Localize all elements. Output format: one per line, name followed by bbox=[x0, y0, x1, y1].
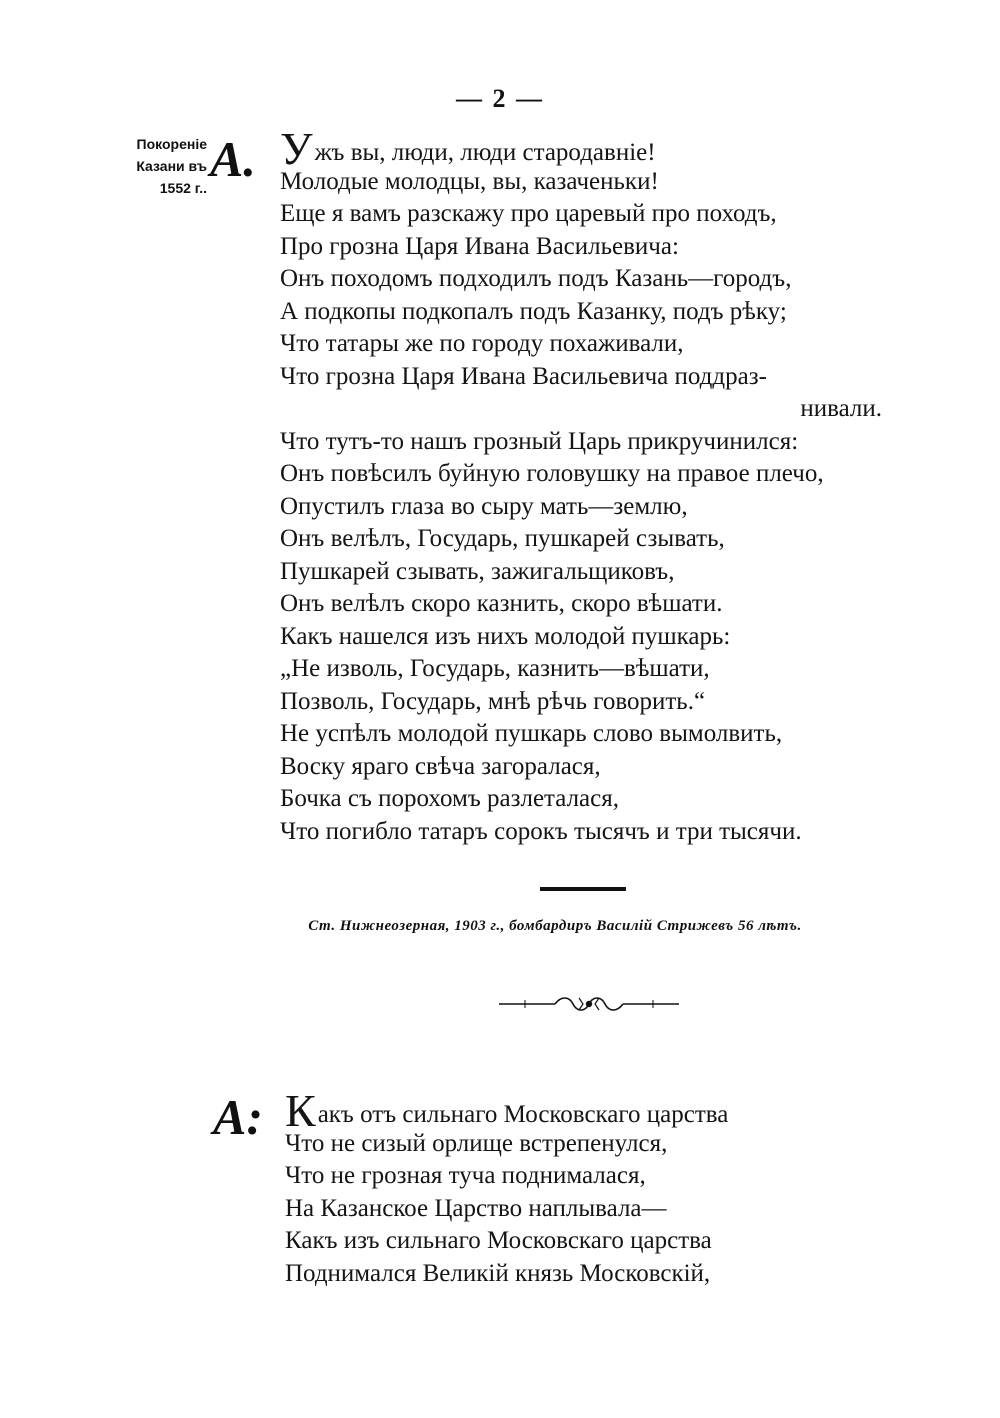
page-number: — 2 — bbox=[456, 84, 544, 113]
sidenote-line: Казани въ bbox=[136, 158, 207, 174]
sidenote-line: 1552 г.. bbox=[159, 180, 207, 196]
verse-line: Что не грозная туча поднималася, bbox=[285, 1162, 646, 1189]
verse-line: нивали. bbox=[800, 395, 882, 422]
verse-line: Онъ велѣлъ, Государь, пушкарей сзывать, bbox=[280, 525, 725, 552]
verse-line: Молодые молодцы, вы, казаченьки! bbox=[280, 167, 659, 195]
verse-line: Пушкарей сзывать, зажигальщиковъ, bbox=[280, 557, 675, 585]
verse-line: Опустилъ глаза во сыру мать—землю, bbox=[280, 492, 688, 520]
verse-line: Онъ походомъ подходилъ подъ Казань—городъ, bbox=[280, 265, 792, 292]
verse-line: Еще я вамъ разскажу про царевый про походъ, bbox=[280, 200, 777, 227]
voice-mark-first: А. bbox=[210, 131, 256, 187]
verse-first-line bbox=[285, 1085, 905, 1136]
drop-cap: К bbox=[285, 1085, 316, 1136]
verse-line: Какъ нашелся изъ нихъ молодой пушкарь: bbox=[280, 622, 731, 650]
verse-line: А подкопы подкопалъ подъ Казанку, подъ рѣку; bbox=[280, 297, 787, 325]
verse-line: Воску яраго свѣча загоралася, bbox=[280, 752, 601, 780]
drop-cap: У bbox=[280, 123, 313, 174]
verse-line: Поднимался Великiй князь Московскiй, bbox=[285, 1259, 711, 1287]
verse-line: Бочка съ порохомъ разлеталася, bbox=[280, 785, 620, 812]
marginal-note bbox=[95, 133, 207, 199]
verse-line: Позволь, Государь, мнѣ рѣчь говорить.“ bbox=[280, 687, 706, 715]
first-line-text: акъ отъ сильнаго Московскаго царства bbox=[317, 1101, 729, 1128]
verse-line: Онъ повѣсилъ буйную головушку на правое плечо, bbox=[280, 460, 824, 487]
voice-mark-second: А: bbox=[213, 1089, 263, 1145]
verse-line: Про грозна Царя Ивана Васильевича: bbox=[280, 232, 679, 260]
verse-line: Что грозна Царя Ивана Васильевича поддраз- bbox=[280, 362, 767, 390]
verse-line: Не успѣлъ молодой пушкарь слово вымолвить, bbox=[280, 720, 783, 747]
verse-section-1 bbox=[280, 123, 900, 848]
verse-line: Какъ изъ сильнаго Московскаго царства bbox=[285, 1227, 712, 1254]
verse-line: Что тутъ-то нашъ грозный Царь прикручинился: bbox=[280, 427, 799, 455]
verse-line: Онъ велѣлъ скоро казнить, скоро вѣшати. bbox=[280, 590, 723, 617]
verse-line: Что не сизый орлище встрепенулся, bbox=[285, 1129, 668, 1157]
verse-section-2 bbox=[285, 1085, 905, 1290]
first-line-text: жъ вы, люди, люди стародавнiе! bbox=[314, 139, 656, 166]
verse-line: Что татары же по городу похаживали, bbox=[280, 330, 684, 357]
source-attribution: Ст. Нижнеозерная, 1903 г., бомбардиръ Василiй Стрижевъ 56 лѣтъ. bbox=[308, 918, 802, 934]
verse-line: На Казанское Царство наплывала— bbox=[285, 1194, 667, 1222]
verse-line: „Не изволь, Государь, казнить—вѣшати, bbox=[280, 655, 710, 682]
verse-first-line bbox=[280, 123, 900, 174]
section-divider-rule bbox=[540, 887, 626, 891]
sidenote-line: Покоренiе bbox=[136, 136, 207, 152]
ornament-flourish-icon bbox=[495, 990, 683, 1018]
verse-line: Что погибло татаръ сорокъ тысячъ и три тысячи. bbox=[280, 817, 802, 845]
